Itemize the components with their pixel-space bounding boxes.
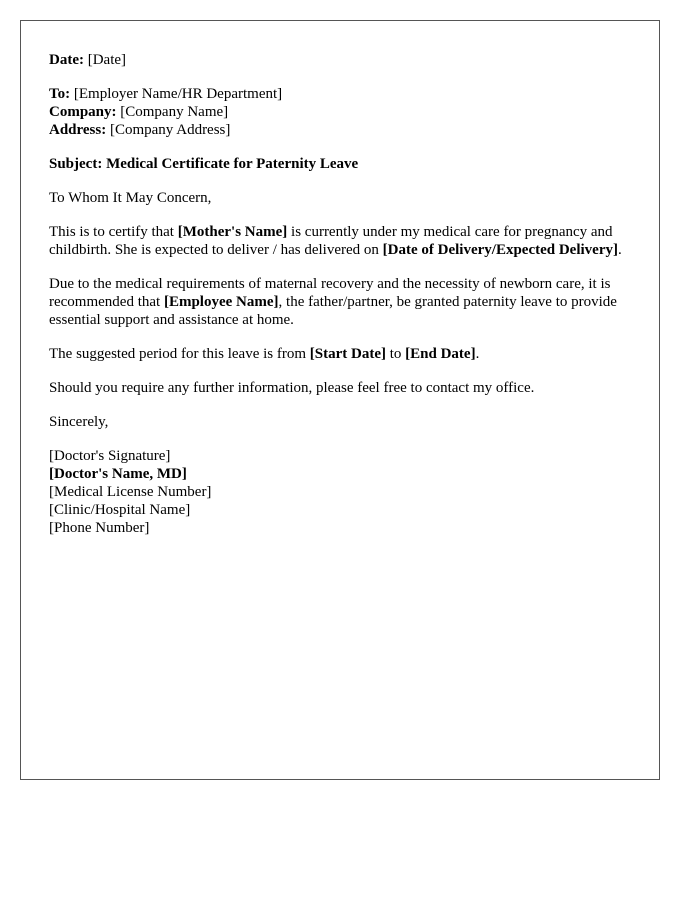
doctor-name: [Doctor's Name, MD] (49, 466, 187, 482)
company-line (49, 103, 631, 121)
phone-number: [Phone Number] (49, 520, 150, 536)
subject-line (49, 155, 631, 173)
para2-text-1: Due to the medical requirements of maternal recovery and the necessity of newborn care, it is recommended that (49, 276, 611, 310)
date-label: Date: (49, 52, 84, 68)
para3-text-2: to (385, 346, 406, 362)
clinic-name: [Clinic/Hospital Name] (49, 502, 191, 518)
salutation: To Whom It May Concern, (49, 190, 212, 206)
delivery-date-placeholder: [Date of Delivery/Expected Delivery] (382, 242, 618, 258)
medical-license-number: [Medical License Number] (49, 484, 212, 500)
to-value: [Employer Name/HR Department] (73, 86, 283, 102)
para1-text-3: . (617, 242, 622, 258)
para3-text-1: The suggested period for this leave is from (49, 346, 310, 362)
address-line (49, 121, 631, 139)
address-label: Address: (49, 122, 107, 138)
to-line (49, 85, 631, 103)
subject-text: Subject: Medical Certificate for Paternity Leave (49, 156, 359, 172)
paragraph-contact: Should you require any further information, please feel free to contact my office. (49, 380, 535, 396)
paragraph-certification (49, 223, 631, 259)
date-value: [Date] (87, 52, 127, 68)
end-date-placeholder: [End Date] (405, 346, 476, 362)
date-line (49, 51, 631, 69)
para2-text-2: , the father/partner, be granted paternity leave to provide essential support and assistance at home. (49, 294, 617, 328)
para1-text-2: is currently under my medical care for pregnancy and childbirth. She is expected to deliver / has delivered on (49, 224, 613, 258)
company-label: Company: (49, 104, 117, 120)
recipient-block (49, 85, 631, 139)
mother-name-placeholder: [Mother's Name] (177, 224, 288, 240)
paragraph-recommendation (49, 275, 631, 329)
closing: Sincerely, (49, 414, 109, 430)
doctor-signature: [Doctor's Signature] (49, 448, 171, 464)
employee-name-placeholder: [Employee Name] (163, 294, 279, 310)
para3-text-3: . (475, 346, 480, 362)
letter-document (20, 20, 660, 780)
company-value: [Company Name] (120, 104, 229, 120)
to-label: To: (49, 86, 71, 102)
start-date-placeholder: [Start Date] (309, 346, 386, 362)
para1-text-1: This is to certify that (49, 224, 178, 240)
paragraph-leave-period (49, 345, 631, 363)
signature-block (49, 447, 631, 537)
address-value: [Company Address] (109, 122, 231, 138)
